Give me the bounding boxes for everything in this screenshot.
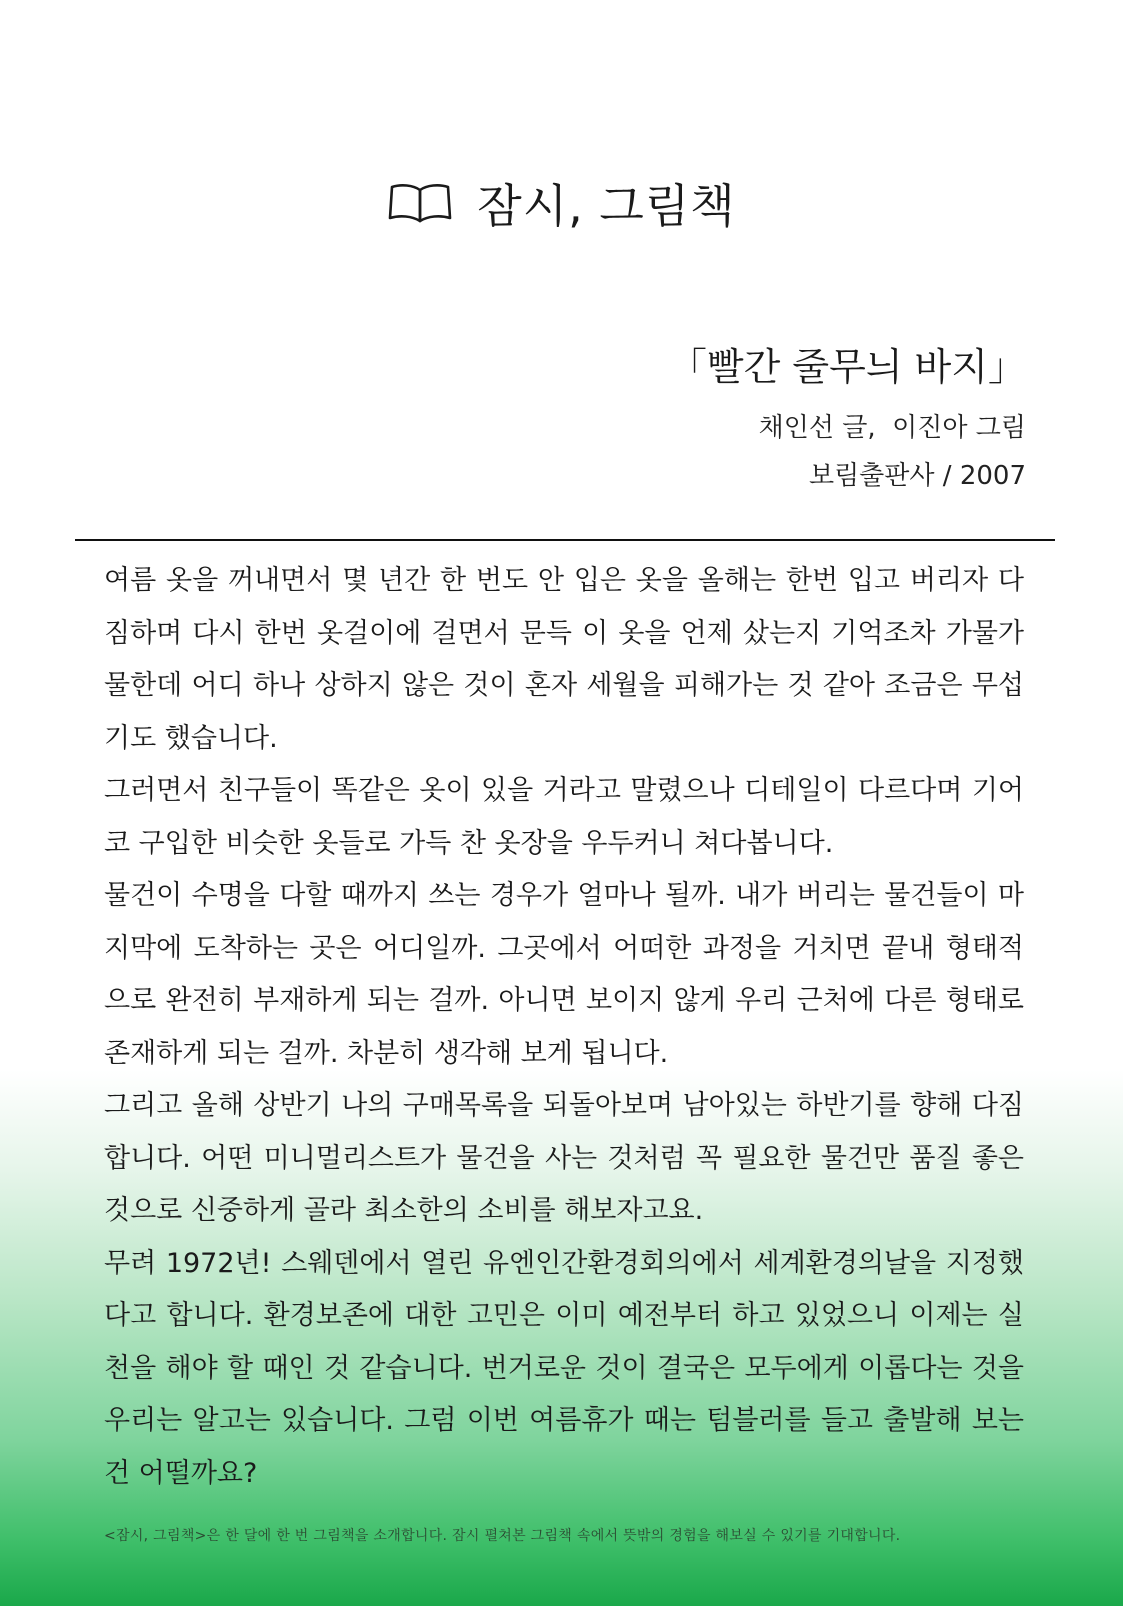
- book-credit: 채인선 글, 이진아 그림: [758, 413, 1026, 443]
- book-publisher: 보림출판사 / 2007: [808, 461, 1026, 491]
- book-title: [669, 342, 1026, 392]
- open-book-icon: [387, 182, 453, 224]
- book-title-open-bracket: 「: [668, 345, 707, 389]
- paragraph: 여름 옷을 꺼내면서 몇 년간 한 번도 안 입은 옷을 올해는 한번 입고 버리자 다짐하며 다시 한번 옷걸이에 걸면서 문득 이 옷을 언제 샀는지 기억조차 가물가물한데 어디 하나 상하지 않은 것이 혼자 세월을 피해가는 것 같아 조금은 무섭기도 했습니다.: [104, 565, 1024, 754]
- footnote: <잠시, 그림책>은 한 달에 한 번 그림책을 소개합니다. 잠시 펼쳐본 그림책 속에서 뜻밖의 경험을 해보실 수 있기를 기대합니다.: [104, 1528, 901, 1544]
- paragraph: 그리고 올해 상반기 나의 구매목록을 되돌아보며 남아있는 하반기를 향해 다짐합니다. 어떤 미니멀리스트가 물건을 사는 것처럼 꼭 필요한 물건만 품질 좋은 것으로 신중하게 골라 최소한의 소비를 해보자고요.: [104, 1090, 1024, 1226]
- article-body: [104, 555, 1024, 1500]
- paragraph: 물건이 수명을 다할 때까지 쓰는 경우가 얼마나 될까. 내가 버리는 물건들이 마지막에 도착하는 곳은 어디일까. 그곳에서 어떠한 과정을 거치면 끝내 형태적으로 완전히 부재하게 되는 걸까. 아니면 보이지 않게 우리 근처에 다른 형태로 존재하게 되는 걸까. 차분히 생각해 보게 됩니다.: [104, 880, 1024, 1069]
- book-title-text: 빨간 줄무늬 바지: [706, 345, 988, 389]
- divider: [75, 539, 1055, 541]
- column-title: 잠시, 그림책: [477, 179, 736, 233]
- paragraph: 무려 1972년! 스웨덴에서 열린 유엔인간환경회의에서 세계환경의날을 지정했다고 합니다. 환경보존에 대한 고민은 이미 예전부터 하고 있었으니 이제는 실천을 해야 할 때인 것 같습니다. 번거로운 것이 결국은 모두에게 이롭다는 것을 우리는 알고는 있습니다. 그럼 이번 여름휴가 때는 텀블러를 들고 출발해 보는 건 어떨까요?: [104, 1247, 1024, 1489]
- book-title-close-bracket: 」: [987, 345, 1026, 389]
- book-info: [669, 342, 1026, 494]
- paragraph: 그러면서 친구들이 똑같은 옷이 있을 거라고 말렸으나 디테일이 다르다며 기어코 구입한 비슷한 옷들로 가득 찬 옷장을 우두커니 쳐다봅니다.: [104, 775, 1024, 859]
- column-header: [0, 170, 1123, 236]
